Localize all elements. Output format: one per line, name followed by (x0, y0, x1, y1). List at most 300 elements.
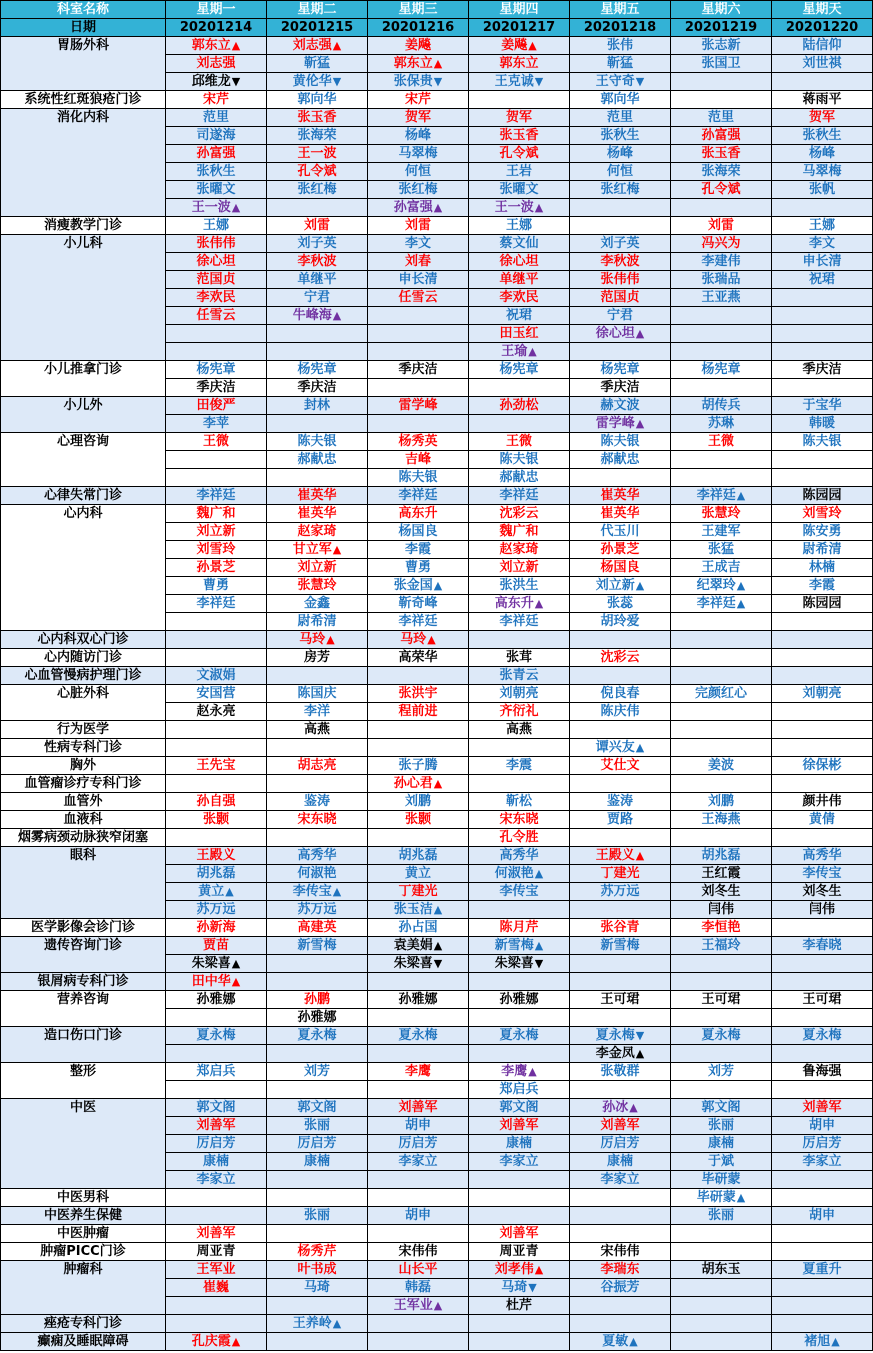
doctor-name: 马琦 (303, 1280, 330, 1295)
doctor-name: 李家立 (499, 1154, 539, 1169)
doctor-cell (469, 883, 570, 901)
doctor-cell (671, 649, 772, 667)
doctor-cell (368, 523, 469, 541)
doctor-name: 杨秀芹 (297, 1244, 337, 1259)
doctor-name: 姜飚 (404, 38, 431, 53)
doctor-name: 李洋 (303, 704, 330, 719)
department-name: 血管瘤诊疗专科门诊 (1, 775, 166, 793)
doctor-cell (671, 1297, 772, 1315)
doctor-name: 张洪宇 (398, 686, 438, 701)
doctor-cell (267, 865, 368, 883)
doctor-cell (368, 1117, 469, 1135)
department-name: 医学影像会诊门诊 (1, 919, 166, 937)
doctor-name: 孙雅娜 (499, 992, 539, 1007)
doctor-name: 王先宝 (196, 758, 236, 773)
doctor-name: 黄伦华 (292, 74, 332, 89)
doctor-cell (772, 1081, 873, 1099)
triangle-up-icon: ▲ (629, 1101, 638, 1114)
doctor-name: 李鹰 (404, 1064, 431, 1079)
doctor-cell (368, 379, 469, 397)
doctor-cell (267, 109, 368, 127)
doctor-cell (772, 1189, 873, 1207)
doctor-cell (368, 289, 469, 307)
doctor-cell (469, 1261, 570, 1279)
doctor-name: 闫伟 (707, 902, 734, 917)
doctor-cell (368, 559, 469, 577)
doctor-name: 杨国良 (398, 524, 438, 539)
department-name: 癫痫及睡眠障碍 (1, 1333, 166, 1351)
doctor-name: 崔英华 (600, 488, 640, 503)
date-header: 20201215 (267, 19, 368, 37)
department-name: 烟雾病颈动脉狭窄闭塞 (1, 829, 166, 847)
doctor-name: 靳猛 (303, 56, 330, 71)
doctor-name: 厉启芳 (196, 1136, 236, 1151)
doctor-cell (267, 883, 368, 901)
doctor-cell (267, 685, 368, 703)
schedule-row (1, 1243, 873, 1261)
doctor-cell (671, 829, 772, 847)
doctor-name: 马翠梅 (802, 164, 842, 179)
doctor-cell (570, 1045, 671, 1063)
doctor-cell (368, 703, 469, 721)
department-name: 肿瘤科 (1, 1261, 166, 1315)
doctor-name: 张丽 (707, 1118, 734, 1133)
doctor-cell (267, 1333, 368, 1351)
doctor-name: 李欢民 (499, 290, 539, 305)
doctor-cell (671, 397, 772, 415)
doctor-cell (166, 127, 267, 145)
doctor-cell (671, 1225, 772, 1243)
doctor-name: 胡兆磊 (701, 848, 741, 863)
doctor-cell (570, 397, 671, 415)
doctor-name: 李祥廷 (696, 596, 736, 611)
doctor-name: 胡兆磊 (196, 866, 236, 881)
doctor-cell (368, 685, 469, 703)
doctor-cell (166, 1297, 267, 1315)
doctor-name: 张志新 (701, 38, 741, 53)
doctor-cell (166, 523, 267, 541)
doctor-cell (166, 577, 267, 595)
doctor-cell (570, 1315, 671, 1333)
doctor-name: 郑启兵 (196, 1064, 236, 1079)
doctor-cell (772, 1063, 873, 1081)
doctor-name: 陈庆伟 (600, 704, 640, 719)
doctor-cell (166, 1117, 267, 1135)
doctor-cell (267, 1315, 368, 1333)
doctor-name: 郝献忠 (600, 452, 640, 467)
doctor-cell (671, 217, 772, 235)
doctor-name: 高秀华 (297, 848, 337, 863)
triangle-up-icon: ▲ (231, 201, 241, 214)
doctor-cell (570, 163, 671, 181)
doctor-cell (267, 217, 368, 235)
department-name: 血管外 (1, 793, 166, 811)
doctor-cell (267, 253, 368, 271)
doctor-name: 陈夫银 (398, 470, 438, 485)
doctor-name: 韩磊 (404, 1280, 431, 1295)
schedule-row (1, 649, 873, 667)
doctor-cell (671, 343, 772, 361)
doctor-cell (772, 1207, 873, 1225)
doctor-cell (267, 199, 368, 217)
doctor-cell (570, 1135, 671, 1153)
doctor-name: 张敬群 (600, 1064, 640, 1079)
doctor-cell (469, 181, 570, 199)
doctor-cell (772, 631, 873, 649)
doctor-name: 李家立 (196, 1172, 236, 1187)
doctor-name: 夏敏 (602, 1334, 629, 1349)
schedule-row (1, 1225, 873, 1243)
doctor-name: 郝献忠 (499, 470, 539, 485)
doctor-cell (469, 739, 570, 757)
doctor-cell (267, 901, 368, 919)
doctor-name: 郭文阁 (196, 1100, 236, 1115)
date-header: 20201216 (368, 19, 469, 37)
doctor-name: 苏万远 (297, 902, 337, 917)
department-name: 遗传咨询门诊 (1, 937, 166, 973)
doctor-name: 谭兴友 (595, 740, 635, 755)
doctor-name: 厉启芳 (600, 1136, 640, 1151)
doctor-name: 厉启芳 (802, 1136, 842, 1151)
doctor-cell (166, 1207, 267, 1225)
doctor-name: 胡玲爱 (600, 614, 640, 629)
doctor-name: 张红梅 (600, 182, 640, 197)
doctor-name: 李震 (505, 758, 532, 773)
doctor-name: 李传宝 (499, 884, 539, 899)
doctor-name: 王娜 (202, 218, 229, 233)
doctor-cell (772, 1261, 873, 1279)
doctor-name: 刘善军 (802, 1100, 842, 1115)
schedule-row (1, 109, 873, 127)
doctor-cell (166, 199, 267, 217)
doctor-name: 孙心君 (393, 776, 433, 791)
doctor-cell (772, 793, 873, 811)
doctor-name: 张秋生 (600, 128, 640, 143)
doctor-name: 孙景芝 (196, 560, 236, 575)
schedule-row (1, 811, 873, 829)
doctor-name: 房芳 (303, 650, 330, 665)
doctor-cell (671, 757, 772, 775)
doctor-cell (469, 649, 570, 667)
doctor-name: 朱梁喜 (494, 956, 534, 971)
doctor-name: 杨宪章 (600, 362, 640, 377)
doctor-cell (772, 1009, 873, 1027)
department-name: 小儿推拿门诊 (1, 361, 166, 397)
triangle-up-icon: ▲ (433, 777, 443, 790)
doctor-name: 李家立 (398, 1154, 438, 1169)
doctor-name: 陈夫银 (802, 434, 842, 449)
doctor-cell (469, 1099, 570, 1117)
doctor-name: 夏重升 (802, 1262, 842, 1277)
doctor-name: 李祥廷 (499, 488, 539, 503)
doctor-name: 胡兆磊 (398, 848, 438, 863)
doctor-name: 丁建光 (398, 884, 438, 899)
doctor-cell (166, 847, 267, 865)
doctor-cell (469, 541, 570, 559)
schedule-row (1, 505, 873, 523)
doctor-cell (772, 451, 873, 469)
doctor-cell (368, 73, 469, 91)
doctor-name: 孙雅娜 (398, 992, 438, 1007)
doctor-name: 刘雪玲 (196, 542, 236, 557)
triangle-up-icon: ▲ (736, 1191, 746, 1204)
doctor-name: 申长清 (802, 254, 842, 269)
doctor-cell (267, 541, 368, 559)
doctor-name: 颜井伟 (802, 794, 842, 809)
doctor-name: 郭文阁 (499, 1100, 539, 1115)
doctor-name: 尉希清 (802, 542, 842, 557)
doctor-name: 康楠 (303, 1154, 330, 1169)
doctor-cell (368, 163, 469, 181)
doctor-cell (671, 1063, 772, 1081)
doctor-cell (671, 109, 772, 127)
doctor-name: 鲁海强 (802, 1064, 842, 1079)
doctor-name: 朱梁喜 (393, 956, 433, 971)
doctor-cell (267, 343, 368, 361)
doctor-name: 任雪云 (196, 308, 236, 323)
doctor-name: 郑启兵 (499, 1082, 539, 1097)
doctor-cell (772, 739, 873, 757)
doctor-cell (772, 1225, 873, 1243)
doctor-cell (772, 91, 873, 109)
doctor-cell (368, 397, 469, 415)
doctor-cell (772, 109, 873, 127)
doctor-cell (671, 1243, 772, 1261)
doctor-name: 于宝华 (802, 398, 842, 413)
doctor-cell (368, 757, 469, 775)
doctor-cell (671, 613, 772, 631)
triangle-up-icon: ▲ (433, 1299, 443, 1312)
department-name: 心内随访门诊 (1, 649, 166, 667)
doctor-cell (267, 469, 368, 487)
doctor-cell (469, 1243, 570, 1261)
doctor-name: 周亚青 (499, 1244, 539, 1259)
doctor-cell (772, 271, 873, 289)
doctor-cell (469, 469, 570, 487)
doctor-name: 刘雷 (303, 218, 330, 233)
doctor-cell (570, 1027, 671, 1045)
doctor-name: 张红梅 (398, 182, 438, 197)
doctor-cell (570, 1333, 671, 1351)
schedule-row (1, 91, 873, 109)
doctor-cell (772, 361, 873, 379)
doctor-cell (671, 451, 772, 469)
doctor-name: 孙富强 (393, 200, 433, 215)
doctor-name: 新雪梅 (494, 938, 534, 953)
weekday-header: 星期五 (570, 1, 671, 19)
doctor-cell (570, 109, 671, 127)
doctor-cell (469, 703, 570, 721)
doctor-cell (166, 1027, 267, 1045)
department-name: 造口伤口门诊 (1, 1027, 166, 1063)
doctor-name: 王福玲 (701, 938, 741, 953)
doctor-cell (368, 1045, 469, 1063)
doctor-cell (671, 415, 772, 433)
doctor-name: 刘立新 (196, 524, 236, 539)
doctor-cell (166, 1243, 267, 1261)
schedule-row (1, 397, 873, 415)
triangle-up-icon: ▲ (528, 1065, 537, 1078)
schedule-row (1, 37, 873, 55)
doctor-cell (267, 523, 368, 541)
doctor-name: 倪良春 (600, 686, 640, 701)
doctor-name: 李祥廷 (196, 488, 236, 503)
weekday-header: 星期天 (772, 1, 873, 19)
doctor-cell (469, 1045, 570, 1063)
triangle-up-icon: ▲ (433, 201, 443, 214)
doctor-cell (166, 919, 267, 937)
doctor-cell (368, 127, 469, 145)
doctor-cell (469, 1081, 570, 1099)
doctor-cell (166, 1225, 267, 1243)
doctor-cell (267, 1063, 368, 1081)
doctor-cell (469, 829, 570, 847)
doctor-cell (368, 235, 469, 253)
doctor-name: 山长平 (398, 1262, 438, 1277)
triangle-down-icon: ▼ (534, 75, 544, 88)
triangle-up-icon: ▲ (332, 543, 342, 556)
doctor-name: 王瑜 (501, 344, 528, 359)
doctor-cell (368, 631, 469, 649)
doctor-cell (570, 685, 671, 703)
doctor-cell (469, 73, 570, 91)
doctor-cell (570, 649, 671, 667)
doctor-name: 杨峰 (404, 128, 431, 143)
doctor-cell (166, 109, 267, 127)
doctor-name: 李恒艳 (701, 920, 741, 935)
doctor-cell (772, 1171, 873, 1189)
doctor-name: 胡东玉 (701, 1262, 741, 1277)
doctor-name: 康楠 (202, 1154, 229, 1169)
doctor-cell (469, 559, 570, 577)
doctor-cell (570, 55, 671, 73)
doctor-cell (166, 505, 267, 523)
doctor-cell (267, 145, 368, 163)
doctor-name: 张伟伟 (600, 272, 640, 287)
doctor-cell (368, 793, 469, 811)
schedule-row (1, 433, 873, 451)
doctor-name: 林楠 (808, 560, 835, 575)
doctor-cell (570, 487, 671, 505)
doctor-cell (368, 1063, 469, 1081)
doctor-cell (469, 415, 570, 433)
doctor-name: 宋东晓 (297, 812, 337, 827)
doctor-cell (772, 595, 873, 613)
doctor-cell (772, 1333, 873, 1351)
doctor-cell (469, 775, 570, 793)
doctor-name: 姜波 (707, 758, 734, 773)
triangle-up-icon: ▲ (433, 939, 443, 952)
weekday-header: 星期二 (267, 1, 368, 19)
doctor-cell (469, 721, 570, 739)
doctor-name: 李金凤 (595, 1046, 635, 1061)
doctor-cell (469, 1297, 570, 1315)
doctor-cell (267, 937, 368, 955)
doctor-cell (671, 901, 772, 919)
doctor-cell (368, 1297, 469, 1315)
doctor-cell (166, 1333, 267, 1351)
doctor-name: 赵家琦 (499, 542, 539, 557)
doctor-cell (772, 307, 873, 325)
doctor-name: 徐保彬 (802, 758, 842, 773)
doctor-cell (267, 577, 368, 595)
doctor-name: 张丽 (303, 1208, 330, 1223)
doctor-cell (469, 361, 570, 379)
doctor-cell (772, 829, 873, 847)
doctor-name: 杨峰 (808, 146, 835, 161)
doctor-cell (469, 1027, 570, 1045)
department-name: 眼科 (1, 847, 166, 919)
doctor-name: 张玉洁 (393, 902, 433, 917)
doctor-name: 刘芳 (707, 1064, 734, 1079)
doctor-name: 孙冰 (602, 1100, 629, 1115)
doctor-cell (267, 919, 368, 937)
doctor-cell (267, 613, 368, 631)
doctor-name: 张曜文 (196, 182, 236, 197)
doctor-cell (772, 199, 873, 217)
doctor-name: 张青云 (499, 668, 539, 683)
doctor-name: 安国营 (196, 686, 236, 701)
doctor-cell (570, 415, 671, 433)
doctor-name: 胡传兵 (701, 398, 741, 413)
doctor-name: 张丽 (303, 1118, 330, 1133)
doctor-cell (671, 235, 772, 253)
doctor-cell (772, 703, 873, 721)
doctor-name: 高秀华 (499, 848, 539, 863)
doctor-cell (368, 1243, 469, 1261)
doctor-name: 刘冬生 (701, 884, 741, 899)
doctor-cell (671, 775, 772, 793)
doctor-cell (166, 937, 267, 955)
doctor-cell (368, 199, 469, 217)
doctor-name: 胡申 (808, 1118, 835, 1133)
doctor-name: 李霞 (808, 578, 835, 593)
doctor-cell (469, 127, 570, 145)
doctor-cell (368, 451, 469, 469)
doctor-name: 王一波 (297, 146, 337, 161)
doctor-cell (469, 1315, 570, 1333)
department-name: 痤疮专科门诊 (1, 1315, 166, 1333)
doctor-name: 邱维龙 (191, 74, 231, 89)
doctor-cell (469, 109, 570, 127)
triangle-down-icon: ▼ (635, 75, 645, 88)
doctor-name: 苏万远 (600, 884, 640, 899)
doctor-cell (772, 1027, 873, 1045)
doctor-name: 丁建光 (600, 866, 640, 881)
schedule-row (1, 757, 873, 775)
doctor-cell (368, 829, 469, 847)
department-name: 消瘦教学门诊 (1, 217, 166, 235)
doctor-cell (671, 145, 772, 163)
doctor-cell (671, 1117, 772, 1135)
doctor-cell (368, 721, 469, 739)
doctor-cell (671, 541, 772, 559)
triangle-up-icon: ▲ (326, 633, 335, 646)
doctor-name: 刘立新 (499, 560, 539, 575)
doctor-name: 王军业 (393, 1298, 433, 1313)
doctor-name: 王建军 (701, 524, 741, 539)
doctor-name: 朱梁喜 (191, 956, 231, 971)
doctor-cell (570, 505, 671, 523)
doctor-name: 李文 (808, 236, 835, 251)
department-name: 胃肠外科 (1, 37, 166, 91)
doctor-name: 张谷青 (600, 920, 640, 935)
doctor-name: 张玉香 (701, 146, 741, 161)
doctor-cell (166, 955, 267, 973)
doctor-cell (671, 181, 772, 199)
doctor-cell (772, 1297, 873, 1315)
doctor-cell (368, 307, 469, 325)
